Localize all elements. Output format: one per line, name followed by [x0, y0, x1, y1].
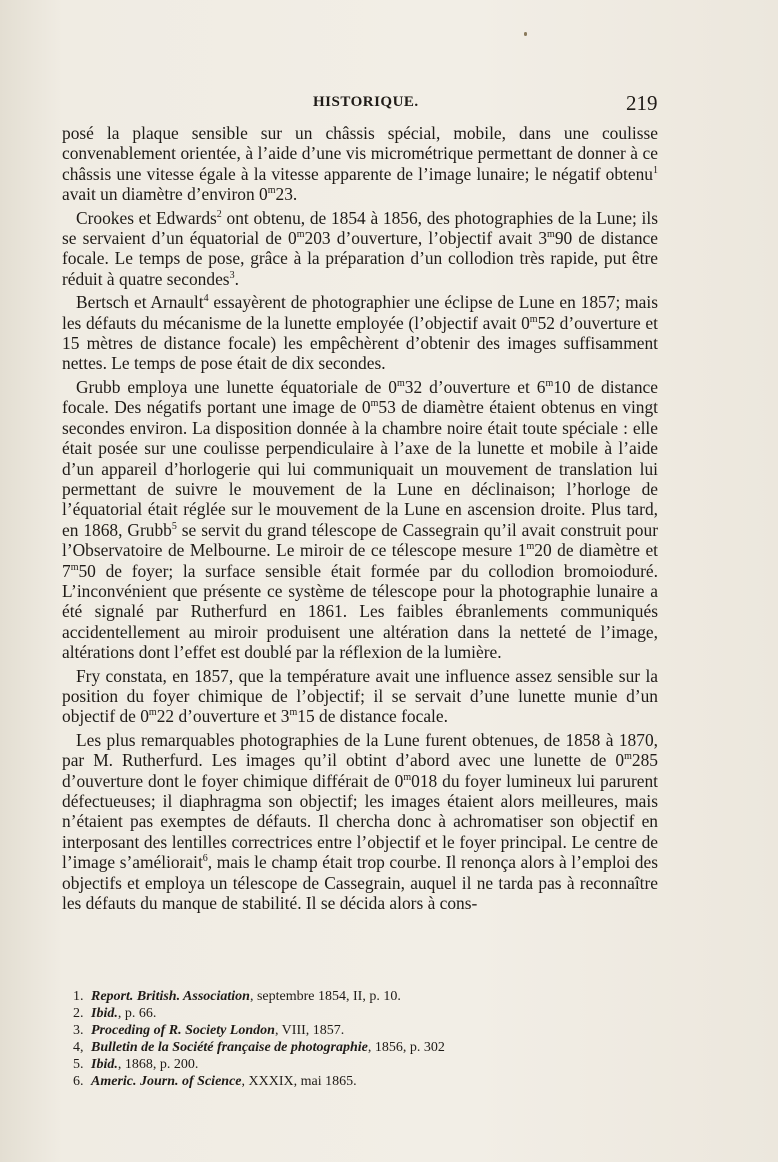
page-number: 219	[626, 91, 658, 115]
unit-superscript: m	[267, 185, 276, 197]
text-run: 23.	[275, 184, 298, 205]
text-run: Fry constata, en 1857, que la température avait une influence assez sensible sur la position du foyer chimique de l’objectif; il se servait d’une lunette munie d’un objectif de 0	[62, 665, 658, 727]
paragraph-4	[62, 377, 658, 663]
unit-superscript: m	[296, 229, 305, 241]
footnote	[73, 1022, 633, 1039]
footnote	[73, 1056, 633, 1073]
text-run: 203 d’ouverture, l’objectif avait 3	[304, 228, 548, 249]
unit-superscript: m	[289, 707, 298, 719]
footnote-source-title: Ibid.	[91, 1006, 118, 1021]
paragraph-1	[62, 123, 658, 205]
text-run: 20 de diamètre et 7	[62, 540, 659, 581]
footnote-ref-4: 4	[203, 293, 209, 305]
text-run: 018 du foyer lumineux lui parurent défectueuses; il diaphragma son objectif; les images étaient alors meilleures, mais n’étaient pas exemptes de défauts. Il chercha donc à achromatiser son objectif en interposant des lentilles correctrices entre l’objectif et le foyer principal. Le centre de l’image s’améliorait	[62, 770, 658, 873]
text-run: Crookes et Edwards	[76, 207, 217, 228]
footnote-ref-1: 1	[653, 165, 658, 177]
running-title: HISTORIQUE.	[313, 94, 419, 110]
unit-superscript: m	[547, 229, 555, 241]
footnote-number: 4,	[73, 1040, 84, 1055]
text-run: Grubb employa une lunette équatoriale de 0	[76, 376, 397, 397]
footnote-source-title: Bulletin de la Société française de photographie	[91, 1040, 368, 1055]
text-run: 285 d’ouverture dont le foyer chimique différait de 0	[62, 750, 658, 791]
footnote-detail: , 1868, p. 200.	[117, 1057, 199, 1072]
footnote-number: 5.	[73, 1057, 84, 1072]
text-run: .	[234, 268, 239, 289]
footnote-detail: , 1856, p. 302	[367, 1040, 445, 1055]
footnote-ref-6: 6	[202, 853, 208, 865]
footnote	[73, 1005, 633, 1022]
footnote-source-title: Americ. Journ. of Science	[91, 1074, 242, 1089]
unit-superscript: m	[624, 751, 632, 763]
footnote-number: 3.	[73, 1023, 84, 1038]
footnote-detail: , VIII, 1857.	[274, 1023, 345, 1038]
paragraph-2	[62, 208, 658, 290]
text-run: 22 d’ouverture et 3	[156, 706, 290, 727]
text-run: avait un diamètre d’environ 0	[62, 184, 268, 205]
footnote-ref-3: 3	[229, 270, 235, 282]
text-run: 52 d’ouverture et 15 mètres de distance focale) les empêchèrent d’obtenir des images suffisamment nettes. Le temps de pose était de dix secondes.	[62, 312, 658, 374]
paragraph-3	[62, 292, 658, 374]
body-text	[62, 123, 658, 913]
text-run: 90 de distance focale. Le temps de pose, grâce à la préparation d’un collodion très rapide, put être réduit à quatre secondes	[62, 228, 658, 289]
footnote-ref-2: 2	[216, 208, 222, 220]
footnote	[73, 1039, 633, 1056]
text-run: 53 de diamètre étaient obtenus en vingt secondes environ. La disposition donnée à la chambre noire était toute spéciale : elle était posée sur une coulisse perpendiculaire à l’axe de la lunette et mobile à l’aide d’un appareil d’horlogerie qui lui communiquait un mouvement de translation lui permettant de suivre le mouvement de la Lune en déclinaison; l’horloge de l’équatorial était réglée sur le mouvement de la Lune en ascension droite. Plus tard, en 1868, Grubb	[62, 397, 658, 540]
footnote-source-title: Proceding of R. Society London	[91, 1023, 275, 1038]
paragraph-6	[62, 730, 658, 914]
footnote-number: 2.	[73, 1006, 84, 1021]
running-head	[0, 91, 778, 118]
footnote-source-title: Ibid.	[91, 1057, 118, 1072]
text-run: se servit du grand télescope de Cassegrain qu’il avait construit pour l’Observatoire de Melbourne. Le miroir de ce télescope mesure 1	[62, 519, 658, 561]
unit-superscript: m	[545, 378, 554, 390]
unit-superscript: m	[396, 378, 405, 390]
footnote-detail: , septembre 1854, II, p. 10.	[249, 989, 401, 1004]
paragraph-5	[62, 666, 658, 727]
text-run: , mais le champ était trop courbe. Il renonça alors à l’emploi des objectifs et employa un télescope de Cassegrain, auquel il ne tarda pas à reconnaître les défauts du manque de stabilité. Il se décida alors à cons-	[62, 852, 658, 914]
text-run: 10 de distance focale. Des négatifs portant une image de 0	[62, 376, 658, 418]
unit-superscript: m	[529, 313, 538, 325]
text-run: ont obtenu, de 1854 à 1856, des photographies de la Lune; ils se servaient d’un équatorial de 0	[62, 207, 658, 249]
text-run: 15 de distance focale.	[297, 706, 448, 727]
footnotes	[73, 988, 633, 1090]
text-run: Bertsch et Arnault	[76, 292, 204, 313]
text-run: 50 de foyer; la surface sensible était formée par du collodion bromoioduré. L’inconvénient que présente ce système de télescope pour la photographie lunaire a été signalé par Rutherfurd en 1861. Les faibles ébranlements communiqués accidentellement au miroir produisent une altération dans la netteté de l’image, altérations dont l’effet est doublé par la réflexion de la lumière.	[62, 560, 658, 663]
footnote-number: 6.	[73, 1074, 84, 1089]
footnote-ref-5: 5	[171, 520, 177, 532]
unit-superscript: m	[70, 561, 79, 573]
footnote-detail: , XXXIX, mai 1865.	[241, 1074, 357, 1089]
footnote-source-title: Report. British. Association	[91, 989, 250, 1004]
ink-speck	[524, 32, 527, 36]
text-run: essayèrent de photographier une éclipse de Lune en 1857; mais les défauts du mécanisme de la lunette employée (l’objectif avait 0	[62, 292, 658, 333]
footnote-detail: , p. 66.	[117, 1006, 157, 1021]
unit-superscript: m	[370, 398, 379, 410]
text-run: Les plus remarquables photographies de la Lune furent obtenues, de 1858 à 1870, par M. Rutherfurd. Les images qu’il obtint d’abord avec une lunette de 0	[62, 729, 658, 771]
unit-superscript: m	[526, 541, 535, 553]
footnote-number: 1.	[73, 989, 84, 1004]
unit-superscript: m	[403, 771, 412, 783]
text-run: posé la plaque sensible sur un châssis spécial, mobile, dans une coulisse convenablement orientée, à l’aide d’une vis micrométrique permettant de donner à ce châssis une vitesse égale à la vitesse apparente de l’image lunaire; le négatif obtenu	[62, 123, 658, 184]
unit-superscript: m	[148, 707, 157, 719]
footnote	[73, 988, 633, 1005]
text-run: 32 d’ouverture et 6	[404, 376, 546, 397]
footnote	[73, 1073, 633, 1090]
